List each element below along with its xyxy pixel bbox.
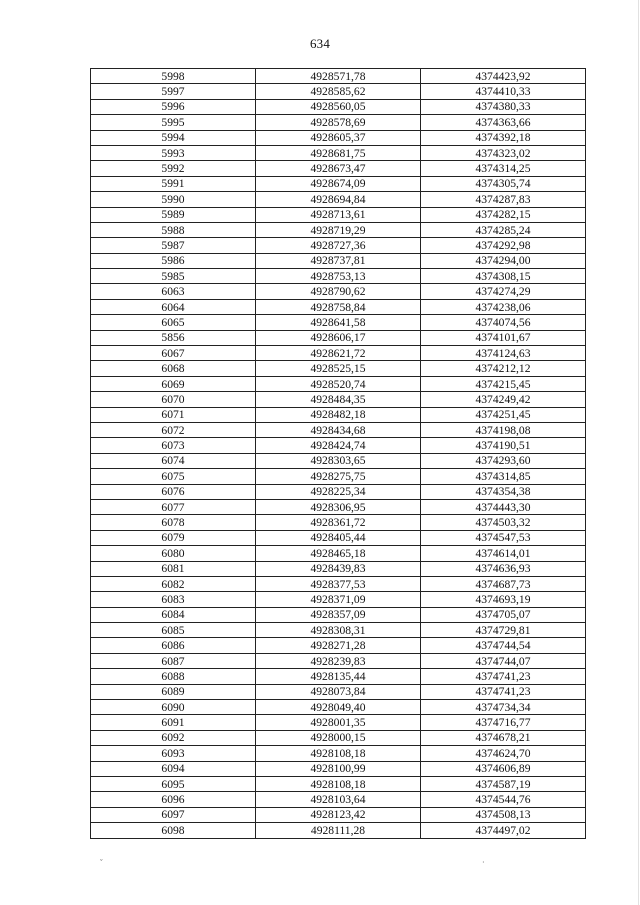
point-number-cell: 6084 — [91, 607, 256, 622]
y-coordinate-cell: 4374734,34 — [421, 700, 586, 715]
y-coordinate-cell: 4374423,92 — [421, 69, 586, 84]
point-number-cell: 6096 — [91, 792, 256, 807]
table-row — [91, 638, 586, 653]
point-number-cell: 6063 — [91, 284, 256, 299]
y-coordinate-cell: 4374285,24 — [421, 222, 586, 237]
x-coordinate-cell: 4928308,31 — [256, 623, 421, 638]
point-number-cell: 6098 — [91, 823, 256, 838]
point-number-cell: 6076 — [91, 484, 256, 499]
y-coordinate-cell: 4374354,38 — [421, 484, 586, 499]
y-coordinate-cell: 4374323,02 — [421, 145, 586, 160]
point-number-cell: 6092 — [91, 730, 256, 745]
x-coordinate-cell: 4928049,40 — [256, 700, 421, 715]
y-coordinate-cell: 4374508,13 — [421, 807, 586, 822]
x-coordinate-cell: 4928621,72 — [256, 346, 421, 361]
y-coordinate-cell: 4374410,33 — [421, 84, 586, 99]
point-number-cell: 6080 — [91, 546, 256, 561]
x-coordinate-cell: 4928108,18 — [256, 776, 421, 791]
table-row — [91, 69, 586, 84]
x-coordinate-cell: 4928000,15 — [256, 730, 421, 745]
table-row — [91, 284, 586, 299]
point-number-cell: 5985 — [91, 269, 256, 284]
point-number-cell: 6079 — [91, 530, 256, 545]
x-coordinate-cell: 4928465,18 — [256, 546, 421, 561]
table-row — [91, 761, 586, 776]
y-coordinate-cell: 4374251,45 — [421, 407, 586, 422]
point-number-cell: 6091 — [91, 715, 256, 730]
table-row — [91, 361, 586, 376]
point-number-cell: 5856 — [91, 330, 256, 345]
point-number-cell: 5993 — [91, 145, 256, 160]
table-row — [91, 623, 586, 638]
table-row — [91, 192, 586, 207]
point-number-cell: 6090 — [91, 700, 256, 715]
x-coordinate-cell: 4928100,99 — [256, 761, 421, 776]
x-coordinate-cell: 4928578,69 — [256, 115, 421, 130]
x-coordinate-cell: 4928790,62 — [256, 284, 421, 299]
page-number: 634 — [309, 36, 331, 51]
coordinates-table-body — [91, 69, 586, 839]
table-row — [91, 823, 586, 838]
table-row — [91, 269, 586, 284]
x-coordinate-cell: 4928108,18 — [256, 746, 421, 761]
y-coordinate-cell: 4374744,54 — [421, 638, 586, 653]
table-row — [91, 530, 586, 545]
point-number-cell: 6093 — [91, 746, 256, 761]
y-coordinate-cell: 4374314,25 — [421, 161, 586, 176]
table-row — [91, 546, 586, 561]
point-number-cell: 5996 — [91, 99, 256, 114]
point-number-cell: 5986 — [91, 253, 256, 268]
x-coordinate-cell: 4928271,28 — [256, 638, 421, 653]
y-coordinate-cell: 4374215,45 — [421, 376, 586, 391]
table-row — [91, 592, 586, 607]
x-coordinate-cell: 4928585,62 — [256, 84, 421, 99]
x-coordinate-cell: 4928275,75 — [256, 469, 421, 484]
table-row — [91, 299, 586, 314]
table-row — [91, 176, 586, 191]
scan-mark-left: ˇ — [100, 858, 103, 867]
x-coordinate-cell: 4928001,35 — [256, 715, 421, 730]
x-coordinate-cell: 4928135,44 — [256, 669, 421, 684]
coordinates-table — [90, 68, 586, 839]
point-number-cell: 6077 — [91, 499, 256, 514]
point-number-cell: 5995 — [91, 115, 256, 130]
y-coordinate-cell: 4374238,06 — [421, 299, 586, 314]
table-row — [91, 407, 586, 422]
x-coordinate-cell: 4928439,83 — [256, 561, 421, 576]
table-row — [91, 99, 586, 114]
x-coordinate-cell: 4928525,15 — [256, 361, 421, 376]
point-number-cell: 6073 — [91, 438, 256, 453]
x-coordinate-cell: 4928727,36 — [256, 238, 421, 253]
table-row — [91, 207, 586, 222]
y-coordinate-cell: 4374274,29 — [421, 284, 586, 299]
y-coordinate-cell: 4374282,15 — [421, 207, 586, 222]
scan-edge-line — [638, 0, 639, 905]
y-coordinate-cell: 4374314,85 — [421, 469, 586, 484]
point-number-cell: 6071 — [91, 407, 256, 422]
x-coordinate-cell: 4928306,95 — [256, 499, 421, 514]
table-row — [91, 607, 586, 622]
point-number-cell: 5990 — [91, 192, 256, 207]
point-number-cell: 6070 — [91, 392, 256, 407]
table-row — [91, 346, 586, 361]
table-row — [91, 422, 586, 437]
y-coordinate-cell: 4374497,02 — [421, 823, 586, 838]
x-coordinate-cell: 4928606,17 — [256, 330, 421, 345]
y-coordinate-cell: 4374308,15 — [421, 269, 586, 284]
point-number-cell: 6072 — [91, 422, 256, 437]
y-coordinate-cell: 4374547,53 — [421, 530, 586, 545]
x-coordinate-cell: 4928758,84 — [256, 299, 421, 314]
x-coordinate-cell: 4928737,81 — [256, 253, 421, 268]
table-row — [91, 669, 586, 684]
point-number-cell: 6082 — [91, 576, 256, 591]
y-coordinate-cell: 4374729,81 — [421, 623, 586, 638]
table-row — [91, 715, 586, 730]
point-number-cell: 6078 — [91, 515, 256, 530]
y-coordinate-cell: 4374293,60 — [421, 453, 586, 468]
x-coordinate-cell: 4928073,84 — [256, 684, 421, 699]
point-number-cell: 6089 — [91, 684, 256, 699]
point-number-cell: 5997 — [91, 84, 256, 99]
point-number-cell: 6085 — [91, 623, 256, 638]
x-coordinate-cell: 4928673,47 — [256, 161, 421, 176]
table-row — [91, 730, 586, 745]
y-coordinate-cell: 4374392,18 — [421, 130, 586, 145]
x-coordinate-cell: 4928560,05 — [256, 99, 421, 114]
y-coordinate-cell: 4374544,76 — [421, 792, 586, 807]
point-number-cell: 5988 — [91, 222, 256, 237]
y-coordinate-cell: 4374687,73 — [421, 576, 586, 591]
table-row — [91, 145, 586, 160]
x-coordinate-cell: 4928123,42 — [256, 807, 421, 822]
x-coordinate-cell: 4928694,84 — [256, 192, 421, 207]
point-number-cell: 6069 — [91, 376, 256, 391]
point-number-cell: 6074 — [91, 453, 256, 468]
y-coordinate-cell: 4374101,67 — [421, 330, 586, 345]
x-coordinate-cell: 4928424,74 — [256, 438, 421, 453]
table-row — [91, 653, 586, 668]
scan-mark-right: · — [482, 858, 485, 867]
table-row — [91, 484, 586, 499]
y-coordinate-cell: 4374678,21 — [421, 730, 586, 745]
y-coordinate-cell: 4374741,23 — [421, 684, 586, 699]
y-coordinate-cell: 4374212,12 — [421, 361, 586, 376]
table-row — [91, 115, 586, 130]
point-number-cell: 6086 — [91, 638, 256, 653]
table-row — [91, 84, 586, 99]
table-row — [91, 453, 586, 468]
table-row — [91, 792, 586, 807]
table-row — [91, 161, 586, 176]
x-coordinate-cell: 4928719,29 — [256, 222, 421, 237]
x-coordinate-cell: 4928111,28 — [256, 823, 421, 838]
point-number-cell: 6083 — [91, 592, 256, 607]
y-coordinate-cell: 4374190,51 — [421, 438, 586, 453]
x-coordinate-cell: 4928484,35 — [256, 392, 421, 407]
point-number-cell: 6087 — [91, 653, 256, 668]
y-coordinate-cell: 4374124,63 — [421, 346, 586, 361]
table-row — [91, 576, 586, 591]
y-coordinate-cell: 4374249,42 — [421, 392, 586, 407]
point-number-cell: 6097 — [91, 807, 256, 822]
x-coordinate-cell: 4928605,37 — [256, 130, 421, 145]
y-coordinate-cell: 4374363,66 — [421, 115, 586, 130]
point-number-cell: 6088 — [91, 669, 256, 684]
table-row — [91, 469, 586, 484]
table-row — [91, 330, 586, 345]
table-row — [91, 684, 586, 699]
y-coordinate-cell: 4374614,01 — [421, 546, 586, 561]
table-row — [91, 776, 586, 791]
y-coordinate-cell: 4374693,19 — [421, 592, 586, 607]
point-number-cell: 6067 — [91, 346, 256, 361]
x-coordinate-cell: 4928753,13 — [256, 269, 421, 284]
table-row — [91, 700, 586, 715]
point-number-cell: 5989 — [91, 207, 256, 222]
point-number-cell: 6068 — [91, 361, 256, 376]
x-coordinate-cell: 4928520,74 — [256, 376, 421, 391]
x-coordinate-cell: 4928434,68 — [256, 422, 421, 437]
table-row — [91, 253, 586, 268]
y-coordinate-cell: 4374074,56 — [421, 315, 586, 330]
y-coordinate-cell: 4374503,32 — [421, 515, 586, 530]
point-number-cell: 5992 — [91, 161, 256, 176]
table-row — [91, 315, 586, 330]
point-number-cell: 6075 — [91, 469, 256, 484]
table-row — [91, 376, 586, 391]
point-number-cell: 5994 — [91, 130, 256, 145]
x-coordinate-cell: 4928405,44 — [256, 530, 421, 545]
x-coordinate-cell: 4928357,09 — [256, 607, 421, 622]
x-coordinate-cell: 4928681,75 — [256, 145, 421, 160]
y-coordinate-cell: 4374294,00 — [421, 253, 586, 268]
point-number-cell: 5991 — [91, 176, 256, 191]
y-coordinate-cell: 4374624,70 — [421, 746, 586, 761]
y-coordinate-cell: 4374305,74 — [421, 176, 586, 191]
y-coordinate-cell: 4374636,93 — [421, 561, 586, 576]
table-row — [91, 746, 586, 761]
x-coordinate-cell: 4928377,53 — [256, 576, 421, 591]
x-coordinate-cell: 4928225,34 — [256, 484, 421, 499]
y-coordinate-cell: 4374744,07 — [421, 653, 586, 668]
y-coordinate-cell: 4374716,77 — [421, 715, 586, 730]
x-coordinate-cell: 4928239,83 — [256, 653, 421, 668]
x-coordinate-cell: 4928674,09 — [256, 176, 421, 191]
x-coordinate-cell: 4928571,78 — [256, 69, 421, 84]
y-coordinate-cell: 4374443,30 — [421, 499, 586, 514]
table-row — [91, 515, 586, 530]
y-coordinate-cell: 4374198,08 — [421, 422, 586, 437]
y-coordinate-cell: 4374606,89 — [421, 761, 586, 776]
x-coordinate-cell: 4928361,72 — [256, 515, 421, 530]
table-row — [91, 222, 586, 237]
table-row — [91, 499, 586, 514]
x-coordinate-cell: 4928103,64 — [256, 792, 421, 807]
y-coordinate-cell: 4374380,33 — [421, 99, 586, 114]
y-coordinate-cell: 4374705,07 — [421, 607, 586, 622]
table-row — [91, 807, 586, 822]
point-number-cell: 6064 — [91, 299, 256, 314]
point-number-cell: 6081 — [91, 561, 256, 576]
table-row — [91, 392, 586, 407]
point-number-cell: 6065 — [91, 315, 256, 330]
table-row — [91, 130, 586, 145]
y-coordinate-cell: 4374741,23 — [421, 669, 586, 684]
x-coordinate-cell: 4928482,18 — [256, 407, 421, 422]
point-number-cell: 6095 — [91, 776, 256, 791]
point-number-cell: 5998 — [91, 69, 256, 84]
point-number-cell: 5987 — [91, 238, 256, 253]
y-coordinate-cell: 4374287,83 — [421, 192, 586, 207]
x-coordinate-cell: 4928303,65 — [256, 453, 421, 468]
point-number-cell: 6094 — [91, 761, 256, 776]
x-coordinate-cell: 4928641,58 — [256, 315, 421, 330]
table-row — [91, 561, 586, 576]
table-row — [91, 238, 586, 253]
x-coordinate-cell: 4928371,09 — [256, 592, 421, 607]
y-coordinate-cell: 4374587,19 — [421, 776, 586, 791]
x-coordinate-cell: 4928713,61 — [256, 207, 421, 222]
y-coordinate-cell: 4374292,98 — [421, 238, 586, 253]
table-row — [91, 438, 586, 453]
